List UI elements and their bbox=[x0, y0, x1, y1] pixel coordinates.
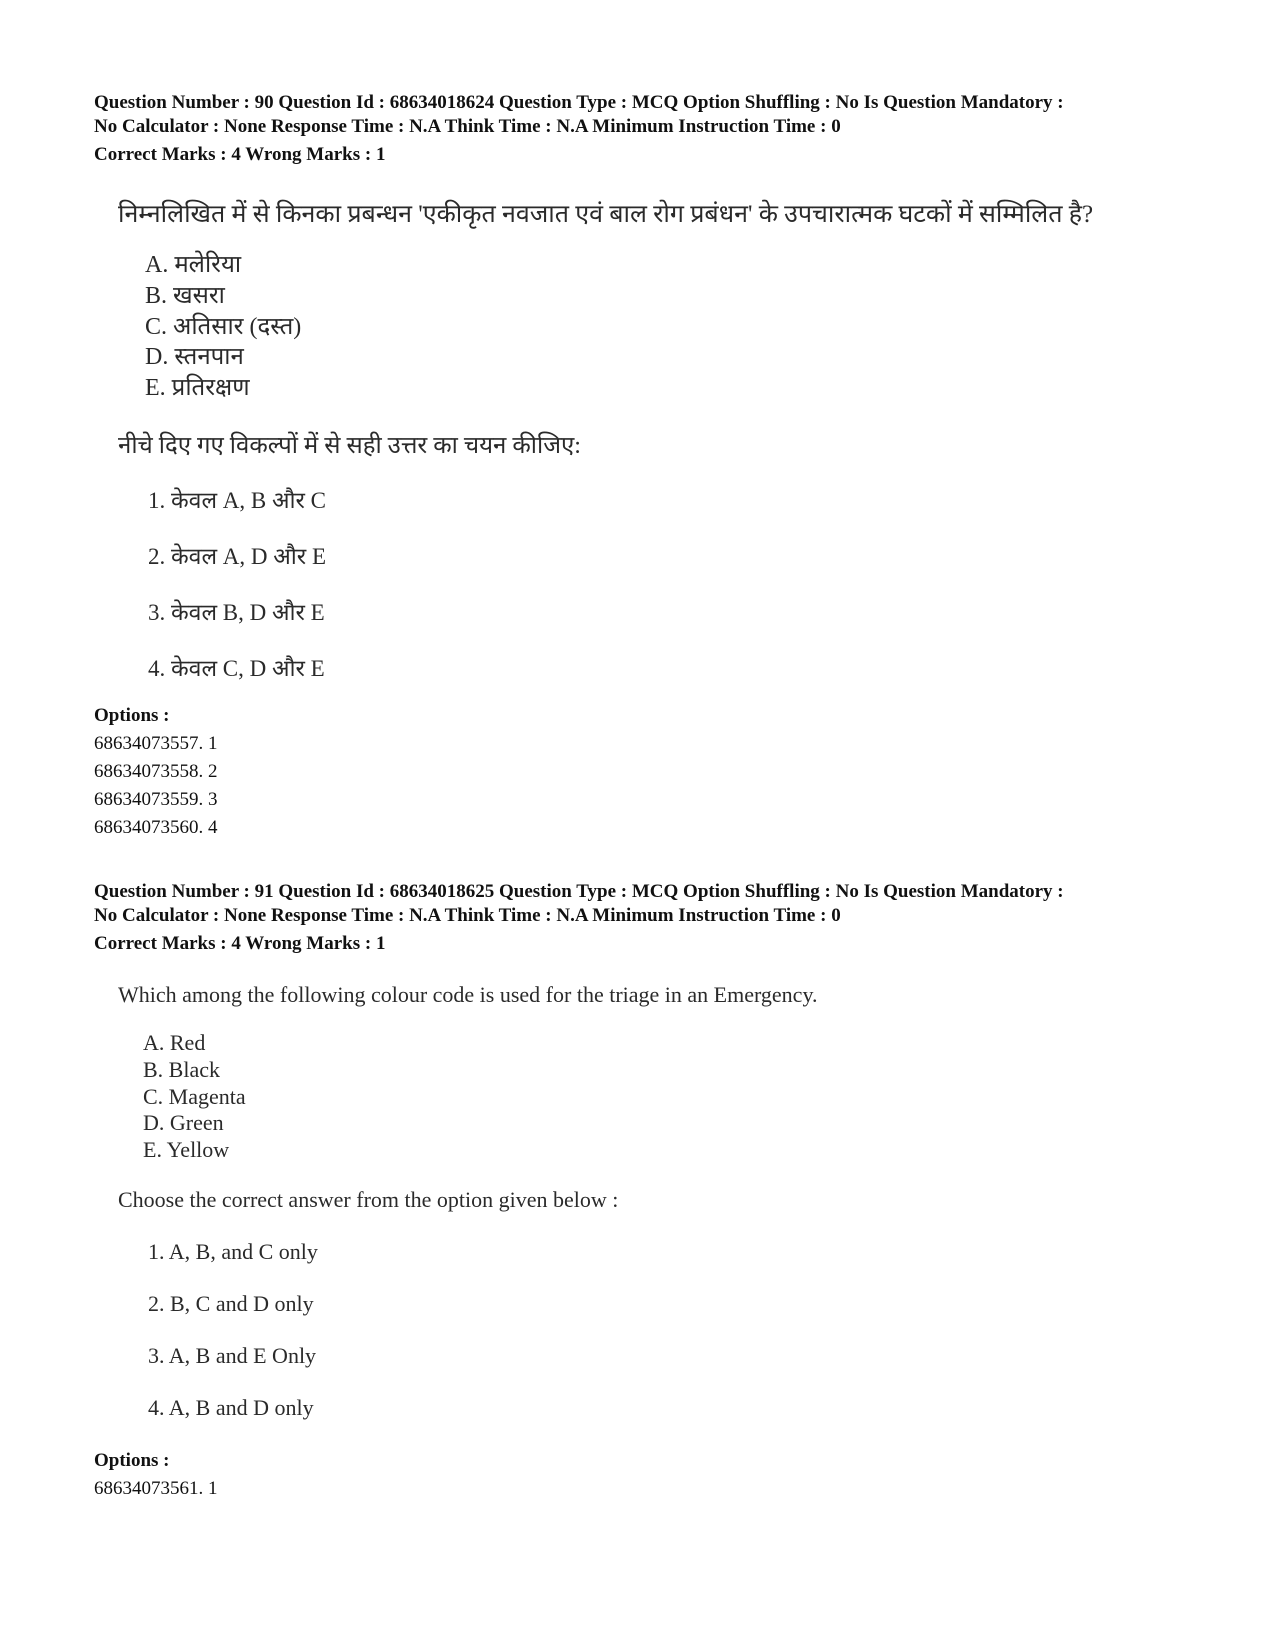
statement-item: D. स्तनपान bbox=[145, 344, 244, 370]
answer-choice: 4. A, B and D only bbox=[148, 1395, 314, 1420]
answer-choice: 2. केवल A, D और E bbox=[148, 544, 327, 569]
option-id: 68634073557. 1 bbox=[94, 733, 218, 754]
statement-item: B. खसरा bbox=[145, 283, 225, 309]
statement-item: D. Green bbox=[143, 1110, 224, 1135]
question-text: निम्नलिखित में से किनका प्रबन्धन 'एकीकृत नवजात एवं बाल रोग प्रबंधन' के उपचारात्मक घटकों में सम्मिलित है? bbox=[118, 201, 1094, 228]
statement-item: E. Yellow bbox=[143, 1137, 230, 1162]
options-label: Options : bbox=[94, 1450, 170, 1471]
marks-line: Correct Marks : 4 Wrong Marks : 1 bbox=[94, 144, 386, 165]
statement-item: E. प्रतिरक्षण bbox=[145, 375, 250, 401]
options-label: Options : bbox=[94, 705, 170, 726]
question-header bbox=[94, 880, 1214, 956]
answer-choice: 1. A, B, and C only bbox=[148, 1239, 318, 1264]
option-id: 68634073559. 3 bbox=[94, 789, 218, 810]
answer-choice: 1. केवल A, B और C bbox=[148, 488, 327, 513]
answer-choice: 3. A, B and E Only bbox=[148, 1343, 317, 1368]
statement-item: B. Black bbox=[143, 1057, 220, 1082]
question-meta-line-2: No Calculator : None Response Time : N.A Think Time : N.A Minimum Instruction Time : 0 bbox=[94, 905, 841, 926]
statement-item: C. अतिसार (दस्त) bbox=[145, 314, 302, 340]
question-meta-line-2: No Calculator : None Response Time : N.A Think Time : N.A Minimum Instruction Time : 0 bbox=[94, 116, 841, 137]
option-id: 68634073558. 2 bbox=[94, 761, 218, 782]
question-meta-line-1: Question Number : 91 Question Id : 68634018625 Question Type : MCQ Option Shuffling : No Is Question Mandatory : bbox=[94, 881, 1064, 902]
statement-item: C. Magenta bbox=[143, 1084, 246, 1109]
answer-choice: 4. केवल C, D और E bbox=[148, 656, 325, 681]
statement-item: A. Red bbox=[143, 1030, 206, 1055]
answer-choice: 3. केवल B, D और E bbox=[148, 600, 325, 625]
option-id: 68634073560. 4 bbox=[94, 817, 218, 838]
answer-choice: 2. B, C and D only bbox=[148, 1291, 314, 1316]
option-id: 68634073561. 1 bbox=[94, 1478, 218, 1499]
instruction-text: Choose the correct answer from the option given below : bbox=[118, 1187, 619, 1212]
question-text: Which among the following colour code is used for the triage in an Emergency. bbox=[118, 982, 818, 1007]
instruction-text: नीचे दिए गए विकल्पों में से सही उत्तर का चयन कीजिए: bbox=[118, 433, 581, 459]
marks-line: Correct Marks : 4 Wrong Marks : 1 bbox=[94, 933, 386, 954]
question-header bbox=[94, 91, 1214, 167]
statement-item: A. मलेरिया bbox=[145, 252, 242, 278]
question-meta-line-1: Question Number : 90 Question Id : 68634018624 Question Type : MCQ Option Shuffling : No Is Question Mandatory : bbox=[94, 92, 1064, 113]
